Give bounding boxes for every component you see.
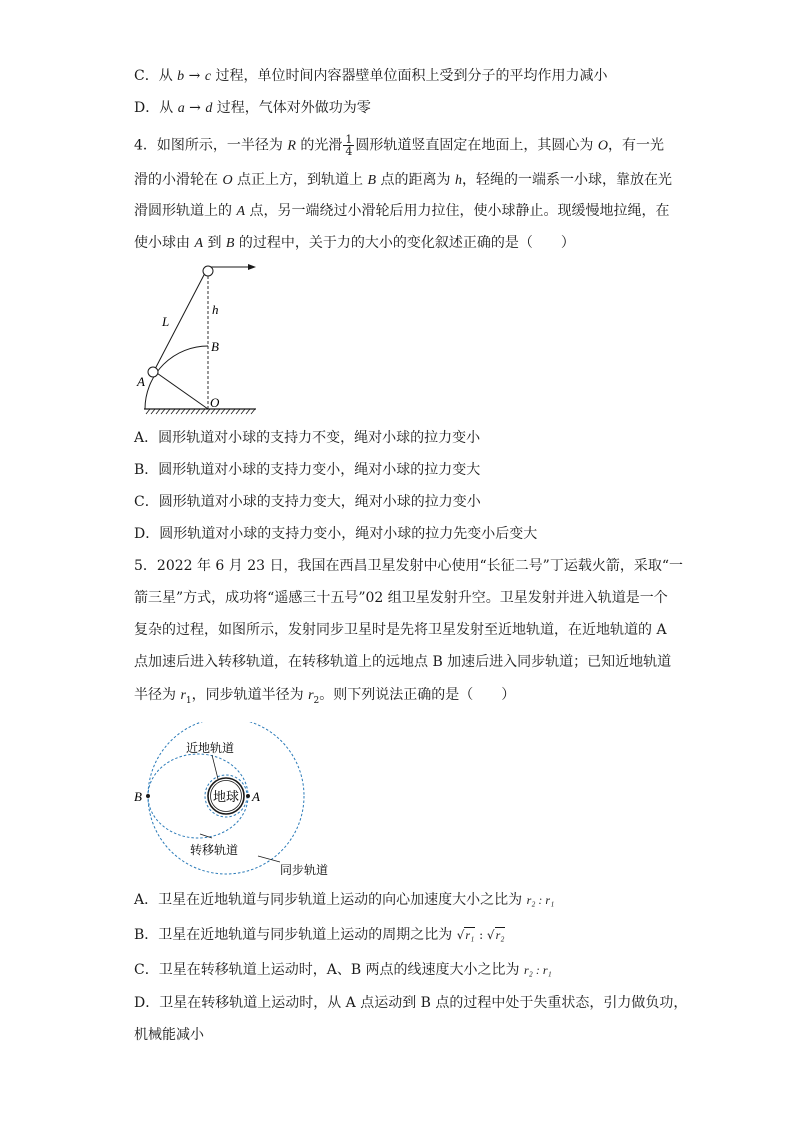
q5-stem-line-1: 5．2022 年 6 月 23 日，我国在西昌卫星发射中心使用“长征二号”丁运载火箭，采取“一 bbox=[134, 558, 683, 574]
h-symbol: h bbox=[454, 173, 462, 188]
r2-symbol: r bbox=[308, 688, 314, 703]
point-a-symbol: A bbox=[194, 236, 204, 251]
q4-stem-line-1 bbox=[134, 134, 664, 157]
q5-orbit-figure bbox=[130, 722, 350, 882]
q4-text: 4．如图所示，一半径为 bbox=[134, 137, 288, 154]
q5-option-b-ratio: √r₁ : √r₂ bbox=[456, 928, 505, 942]
sync-orbit-label: 同步轨道 bbox=[280, 863, 329, 877]
point-b-symbol: B bbox=[367, 173, 377, 188]
q4-option-c: C．圆形轨道对小球的支持力变大，绳对小球的拉力变小 bbox=[134, 494, 481, 510]
q4-text: 滑圆形轨道上的 bbox=[134, 203, 237, 219]
arrow-icon bbox=[248, 264, 256, 270]
q3-option-c-prefix: C．从 bbox=[134, 68, 178, 84]
r1-subscript: 1 bbox=[185, 695, 192, 706]
near-orbit-label: 近地轨道 bbox=[186, 741, 235, 755]
radius-line bbox=[154, 371, 208, 409]
q4-pulley-figure bbox=[134, 258, 264, 420]
ball-icon bbox=[148, 367, 158, 377]
q4-option-a: A．圆形轨道对小球的支持力不变，绳对小球的拉力变小 bbox=[134, 430, 481, 446]
point-b-symbol: B bbox=[225, 236, 235, 251]
q4-text: 点，另一端绕过小滑轮后用力拉住，使小球静止。现缓慢地拉绳，在 bbox=[245, 203, 670, 219]
rope-label-L: L bbox=[162, 314, 170, 329]
earth-label: 地球 bbox=[212, 789, 240, 804]
q5-text: 。则下列说法正确的是（ ） bbox=[319, 687, 516, 703]
q4-text: ，有一光 bbox=[607, 137, 664, 154]
quarter-fraction bbox=[343, 134, 354, 157]
q3-option-d-prefix: D．从 bbox=[134, 100, 178, 116]
transfer-orbit-label: 转移轨道 bbox=[190, 843, 239, 857]
near-orbit-leader bbox=[212, 755, 218, 779]
height-label-h: h bbox=[212, 302, 219, 317]
state-b-label: b bbox=[177, 69, 185, 84]
q5-stem-line-5 bbox=[134, 685, 515, 711]
sqrt-r1: r₁ bbox=[465, 928, 475, 942]
q4-text: 到 bbox=[203, 235, 226, 251]
q5-option-c-text: C．卫星在转移轨道上运动时，A、B 两点的线速度大小之比为 bbox=[134, 962, 525, 978]
q4-text: 圆形轨道竖直固定在地面上，其圆心为 bbox=[355, 137, 598, 154]
point-b-dot bbox=[146, 794, 150, 798]
q4-stem-line-3 bbox=[134, 201, 669, 222]
r2-subscript: 2 bbox=[313, 695, 320, 706]
q5-option-c bbox=[134, 960, 552, 980]
q4-text: 点正上方，到轨道上 bbox=[232, 172, 368, 188]
fraction-denominator: 4 bbox=[345, 145, 353, 158]
q5-option-b-text: B．卫星在近地轨道与同步轨道上运动的周期之比为 bbox=[134, 927, 457, 943]
q3-option-c-text: 过程，单位时间内容器壁单位面积上受到分子的平均作用力减小 bbox=[211, 68, 608, 84]
state-d-label: d bbox=[205, 101, 213, 116]
ground-hatching bbox=[146, 409, 255, 414]
state-c-label: c bbox=[204, 69, 212, 84]
point-o-symbol: O bbox=[222, 173, 233, 188]
q4-text: 使小球由 bbox=[134, 235, 195, 251]
q5-option-a bbox=[134, 890, 554, 910]
q5-stem-line-4: 点加速后进入转移轨道，在转移轨道上的远地点 B 加速后进入同步轨道；已知近地轨道 bbox=[134, 654, 672, 670]
pulley-icon bbox=[203, 266, 213, 276]
q5-text: 半径为 bbox=[134, 687, 181, 703]
point-a-label: A bbox=[252, 789, 260, 804]
q4-stem-line-2 bbox=[134, 170, 672, 191]
radius-symbol: R bbox=[287, 138, 296, 154]
q4-text: ，轻绳的一端系一小球，靠放在光 bbox=[461, 172, 672, 188]
q5-option-b bbox=[134, 925, 505, 945]
q4-text: 滑的小滑轮在 bbox=[134, 172, 223, 188]
q5-option-d-line-2: 机械能减小 bbox=[134, 1027, 204, 1043]
q5-stem-line-2: 箭三星”方式，成功将“遥感三十五号”02 组卫星发射升空。卫星发射并进入轨道是一个 bbox=[134, 590, 668, 606]
center-symbol: O bbox=[597, 138, 608, 154]
arrow-symbol: → bbox=[184, 100, 206, 116]
q4-text: 的过程中，关于力的大小的变化叙述正确的是（ ） bbox=[234, 235, 575, 251]
q5-option-a-ratio: r₂ : r₁ bbox=[526, 893, 555, 907]
point-a-symbol: A bbox=[236, 204, 246, 219]
q3-option-c bbox=[134, 66, 607, 87]
point-a-label: A bbox=[137, 374, 145, 389]
q4-option-d: D．圆形轨道对小球的支持力变小，绳对小球的拉力先变小后变大 bbox=[134, 526, 538, 542]
quarter-circle-track bbox=[145, 346, 208, 409]
q4-option-b: B．圆形轨道对小球的支持力变小，绳对小球的拉力变大 bbox=[134, 462, 481, 478]
fraction-numerator: 1 bbox=[345, 133, 353, 146]
point-o-label: O bbox=[210, 395, 220, 410]
point-a-dot bbox=[246, 794, 250, 798]
q3-option-d-text: 过程，气体对外做功为零 bbox=[212, 100, 371, 116]
q4-text: 点的距离为 bbox=[376, 172, 455, 188]
q5-option-d-line-1: D．卫星在转移轨道上运动时，从 A 点运动到 B 点的过程中处于失重状态，引力做负功， bbox=[134, 995, 688, 1011]
q5-option-c-ratio: r₂ : r₁ bbox=[524, 963, 552, 977]
state-a-label: a bbox=[177, 101, 185, 116]
arrow-symbol: → bbox=[184, 68, 205, 84]
sqrt-r2: r₂ bbox=[495, 928, 505, 942]
q4-stem-line-4 bbox=[134, 233, 575, 254]
q5-text: ，同步轨道半径为 bbox=[191, 687, 309, 703]
point-b-label: B bbox=[211, 339, 219, 354]
q5-option-a-text: A．卫星在近地轨道与同步轨道上运动的向心加速度大小之比为 bbox=[134, 892, 527, 908]
ratio-colon: : bbox=[475, 928, 487, 942]
point-b-label: B bbox=[134, 789, 142, 804]
r1-symbol: r bbox=[180, 688, 186, 703]
q5-stem-line-3: 复杂的过程，如图所示，发射同步卫星时是先将卫星发射至近地轨道，在近地轨道的 A bbox=[134, 622, 667, 638]
q3-option-d bbox=[134, 98, 371, 119]
q4-text: 的光滑 bbox=[295, 137, 343, 154]
